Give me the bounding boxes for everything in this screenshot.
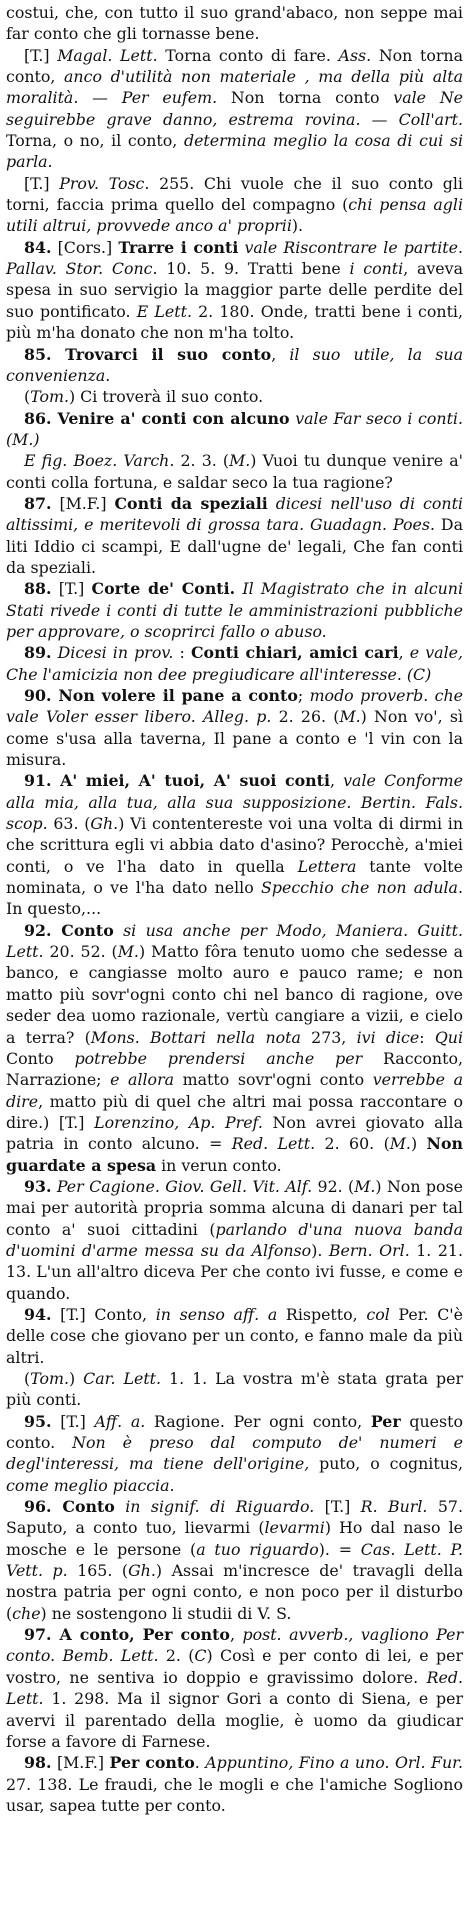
entry-text: puto, o cognitus, <box>309 1454 464 1474</box>
entry-headword: Per <box>370 1411 401 1431</box>
entry-text: [T.] <box>24 45 58 65</box>
entry-paragraph <box>6 685 463 770</box>
entry-headword: Corte de' Conti. <box>91 579 236 599</box>
entry-text: Rispetto, <box>277 1304 367 1324</box>
entry-text: in senso aff. a <box>155 1304 278 1324</box>
entry-paragraph <box>6 408 463 451</box>
entry-text: determina meglio la cosa di cui si parla. <box>6 131 464 172</box>
entry-text: a tuo riguardo <box>196 1539 319 1559</box>
entry-text <box>115 1497 125 1516</box>
entry-text: 2. 3. ( <box>174 451 230 471</box>
entry-text: Aff. a. <box>94 1411 146 1431</box>
entry-text: Gh. <box>128 1561 156 1581</box>
entry-text: Torna, o no, il conto, <box>6 131 184 151</box>
entry-text: M. <box>389 1134 411 1154</box>
entry-text: Non è preso dal computo de' numeri e degl'interessi, ma tiene dell'origine, <box>6 1433 463 1474</box>
entry-text: Appuntino, Fino a uno. Orl. Fur. <box>205 1753 463 1773</box>
entry-paragraph <box>6 173 463 237</box>
entry-text: , aveva spesa in suo servigio la maggior parte delle perdite del suo pontificato. <box>6 259 463 321</box>
entry-headword: Non guardate a spesa <box>6 1134 464 1175</box>
entry-text: , <box>398 643 410 663</box>
entry-text: 2. 180. Onde, tratti bene i conti, più m'ha donato che non m'ha tolto. <box>6 301 463 343</box>
entry-text <box>268 494 276 513</box>
entry-headword: Trovarci il suo conto <box>51 344 272 364</box>
entry-text: 20. 52. ( <box>43 942 118 962</box>
entry-text: Lorenzino, Ap. Pref. <box>94 1112 263 1132</box>
entry-text: Magal. Lett. <box>57 45 158 65</box>
entry-paragraph <box>6 493 463 578</box>
entry-text: ) Vi contentereste voi una volta di dirmi in che scrittura egli vi abbia dato d'asino? Perocchè, a'miei conti, o ve l'ha dato in quella <box>6 814 463 876</box>
entry-text: [T.] <box>51 579 92 599</box>
entry-text: modo proverb. che vale Voler esser libero. Alleg. p. <box>6 686 463 727</box>
entry-text: ivi dice <box>356 1027 420 1047</box>
entry-text: 1. 298. Ma il signor Gori a conto di Siena, e per avervi il parentado della moglie, è uomo da giudicar forse a favore di Farnese. <box>6 1689 463 1751</box>
entry-paragraph <box>6 1368 463 1411</box>
entry-text: ) Assai m'incresce de' travagli della nostra patria per ogni conto, e non poco per il disturbo ( <box>6 1561 463 1623</box>
entry-text: 255. Chi vuole che il suo conto gli torni, faccia prima quello del compagno ( <box>6 173 463 215</box>
entry-paragraph <box>6 237 463 344</box>
entry-headword: Non volere il pane a conto <box>51 686 298 705</box>
entry-text: R. Burl. <box>360 1497 428 1517</box>
entry-text: 92. ( <box>312 1176 355 1196</box>
entry-text: Red. Lett. <box>231 1134 316 1154</box>
entry-text: Per. C'è delle cose che giovano per un conto, e fanno male da più altri. <box>6 1304 463 1367</box>
entry-text: Tom. <box>30 387 69 407</box>
entry-text: [M.F.] <box>51 1753 110 1773</box>
entry-text: , <box>271 344 290 364</box>
entry-text: E fig. Boez. Varch. <box>24 451 175 471</box>
entry-text <box>114 921 123 940</box>
entry-text: vale Ne seguirebbe grave danno, estrema rovina. — Coll'art. <box>6 88 464 129</box>
entry-text: matto sovr'ogni conto <box>174 1070 373 1090</box>
entry-text: come meglio piaccia. <box>6 1475 175 1495</box>
entry-text: Non torna conto <box>217 88 394 108</box>
entry-number: 87. <box>24 493 52 513</box>
entry-text: ) Non vo', sì come s'usa alla taverna, Il pane a conto e 'l vin con la misura. <box>6 707 463 770</box>
entry-text: 27. 138. Le fraudi, che le mogli e che l'amiche Sogliono usar, sapea tutte per conto. <box>6 1774 463 1815</box>
entry-number: 88. <box>24 579 52 599</box>
entry-paragraph <box>6 344 463 387</box>
entry-text: 1. 21. 13. L'un all'altro diceva Per che conto ivi fusse, e come e quando. <box>6 1240 463 1303</box>
entry-text: ( <box>24 387 31 407</box>
entry-text: Non torna conto, <box>6 45 463 87</box>
entry-text: 2. 60. ( <box>315 1134 390 1154</box>
entry-text: Gh. <box>90 814 119 834</box>
entry-number: 85. <box>24 344 52 364</box>
entry-text: ) ne sostengono li studii di V. S. <box>40 1603 292 1623</box>
entry-text: M. <box>229 451 251 471</box>
entry-paragraph <box>6 1411 463 1496</box>
entry-headword: Venire a' conti con alcuno <box>51 408 290 428</box>
entry-text: Dicesi in prov. <box>57 643 174 663</box>
entry-text: [Cors.] <box>51 237 119 257</box>
entry-text: costui, che, con tutto il suo grand'abaco, non seppe mai far conto che gli tornasse bene. <box>6 3 463 44</box>
entry-number: 90. <box>24 686 52 705</box>
entry-text: Conto <box>6 1048 75 1068</box>
entry-text: Per Cagione. Giov. Gell. Vit. Alf. <box>56 1176 313 1196</box>
entry-headword: Per conto <box>109 1753 195 1773</box>
entry-text: Specchio che non adula <box>261 878 458 898</box>
entry-text: Torna conto di fare. <box>157 45 339 65</box>
entry-number: 92. <box>24 920 52 940</box>
entry-paragraph <box>6 450 463 493</box>
entry-headword: A' miei, A' tuoi, A' suoi conti <box>51 771 330 791</box>
entry-text: Prov. Tosc. <box>59 173 150 193</box>
entry-text: [T.] <box>24 173 60 193</box>
entry-text: Cas. Lett. P. Vett. p. <box>6 1539 463 1581</box>
entry-paragraph <box>6 1176 463 1304</box>
entry-text: ). <box>291 216 304 236</box>
entry-text: , <box>329 771 344 791</box>
entry-text: [T.] <box>314 1497 361 1517</box>
entry-text: 1. 1. La vostra m'è stata grata per più conti. <box>6 1369 463 1410</box>
entry-text: M. <box>117 942 139 962</box>
entry-text: C <box>194 1646 207 1666</box>
entry-headword: A conto, Per conto <box>51 1625 230 1645</box>
entry-text: parlando d'una nuova banda d'uomini d'arme messa su da Alfonso <box>6 1219 463 1260</box>
entry-paragraph <box>6 1496 463 1624</box>
entry-paragraph <box>6 770 463 919</box>
entry-text: 10. 5. 9. Tratti bene <box>157 259 350 279</box>
entry-text: che <box>12 1603 41 1623</box>
entry-number: 97. <box>24 1625 52 1645</box>
entry-text: Lettera <box>297 856 357 876</box>
entry-text: vale Far seco i conti. (M.) <box>6 408 463 449</box>
entry-text: ). = <box>318 1539 361 1559</box>
entry-text: 63. ( <box>47 814 91 834</box>
entry-text: potrebbe prendersi anche per <box>74 1048 363 1068</box>
entry-text: Mons. Bottari nella nota <box>90 1027 301 1047</box>
entry-text: , matto più di quel che altri mai possa raccontare o dire.) [T.] <box>6 1091 463 1132</box>
entry-paragraph <box>6 920 463 1176</box>
entry-text: M. <box>354 1176 376 1196</box>
entry-text: Car. Lett. <box>83 1369 162 1388</box>
entry-text: anco d'utilità non materiale , ma della più alta moralità. — Per eufem. <box>6 67 463 108</box>
entry-text: ) <box>69 1369 84 1388</box>
entry-text: Ass. <box>338 45 372 65</box>
entry-headword: Trarre i conti <box>118 237 239 257</box>
entry-text: , <box>229 1625 243 1645</box>
entry-number: 98. <box>24 1753 52 1773</box>
entry-text: 2. 26. ( <box>271 707 340 727</box>
entry-text: ) Ci troverà il suo conto. <box>69 387 264 407</box>
entry-text: E Lett. <box>136 301 192 321</box>
entry-text: col <box>366 1304 390 1324</box>
entry-text: . <box>194 1753 206 1773</box>
entry-paragraph <box>6 578 463 642</box>
entry-text: [T.] <box>51 1411 95 1431</box>
entry-text: Il Magistrato che in alcuni Stati rivede i conti di tutte le amministrazioni pubbliche per approvare, o scoprirci fallo o abuso. <box>6 579 463 641</box>
entry-text: Ragione. Per ogni conto, <box>145 1411 371 1431</box>
entry-text: ) Non pose mai per autorità propria somma alcuna di danari per tal conto a' suoi cittadini ( <box>6 1176 463 1239</box>
entry-headword: Conto <box>51 920 114 940</box>
entry-paragraph <box>6 1752 463 1816</box>
entry-text: ) Matto fôra tenuto uomo che sedesse a banco, e cangiasse molto auro e pauco rame; e non matto più sovr'ogni conto chi nel banco di ragione, ove seder dea uomo razionale, vertù cangiare a vizii, e cielo a terra? ( <box>6 942 463 1047</box>
entry-text: i conti <box>349 259 404 279</box>
entry-number: 94. <box>24 1304 52 1324</box>
entry-number: 89. <box>24 643 52 663</box>
entry-text: Da liti Iddio ci scampi, E dall'ugne de' legali, Che fan conti da speziali. <box>6 515 463 577</box>
entry-text: Bern. Orl. <box>328 1240 410 1260</box>
entry-text: chi pensa agli utili altrui, provvede anco a' proprii <box>6 195 463 236</box>
entry-text: tante volte nominata, o ve l'ha dato nello <box>6 856 463 898</box>
entry-text: [T.] Conto, <box>51 1304 156 1324</box>
entry-text: ) <box>410 1134 427 1154</box>
entry-text: ) Vuoi tu dunque venire a' conti colla fortuna, e saldar seco la tua ragione? <box>6 451 464 492</box>
entry-text: ) Così e per conto di lei, e per vostro, ne sentiva io doppio e gravissimo dolore. <box>6 1646 464 1687</box>
entry-text: in verun conto. <box>156 1155 282 1175</box>
entry-text: e vale, Che l'amicizia non dee pregiudicare all'interesse. (C) <box>6 643 463 684</box>
entry-number: 93. <box>24 1176 52 1196</box>
entry-text: ; <box>297 686 310 705</box>
entry-number: 96. <box>24 1497 52 1517</box>
entry-text: verrebbe a dire <box>6 1070 463 1111</box>
entry-number: 91. <box>24 771 52 791</box>
entry-paragraph <box>6 386 463 407</box>
entry-text: vale Riscontrare le partite. Pallav. Stor. Conc. <box>6 237 463 279</box>
entry-text: levarmi <box>264 1518 325 1538</box>
entry-headword: Conti da speziali <box>114 493 268 513</box>
entry-number: 95. <box>24 1411 52 1431</box>
entry-headword: Conto <box>51 1497 115 1517</box>
entry-text: [M.F.] <box>51 493 115 513</box>
entry-number: 84. <box>24 237 52 257</box>
entry-text: dicesi nell'uso di conti altissimi, e meritevoli di grossa tara. Guadagn. Poes. <box>6 493 463 535</box>
entry-paragraph <box>6 642 463 685</box>
entry-text: Racconto, Narrazione; <box>6 1048 463 1090</box>
entry-text: 165. ( <box>67 1561 129 1581</box>
entry-paragraph <box>6 2 463 45</box>
entry-text: il suo utile, la sua convenienza. <box>6 344 463 385</box>
entry-paragraph <box>6 45 463 173</box>
entry-text: 2. ( <box>158 1646 195 1666</box>
entry-text: : <box>419 1027 435 1047</box>
entry-text: questo conto. <box>6 1411 463 1453</box>
entry-text: Tom. <box>30 1369 69 1388</box>
entry-text: 57. Saputo, a conto tuo, lievarmi ( <box>6 1497 463 1538</box>
entry-text: . In questo,... <box>6 878 463 919</box>
entry-text: Qui <box>434 1027 464 1047</box>
entry-text: vale Conforme alla mia, alla tua, alla sua supposizione. Bertin. Fals. scop. <box>6 771 463 834</box>
entry-text: ) Ho dal naso le mosche e le persone ( <box>6 1518 463 1559</box>
entry-paragraph <box>6 1304 463 1368</box>
entry-paragraph <box>6 1624 463 1752</box>
entry-text: ( <box>24 1369 31 1388</box>
entry-text: 273, <box>300 1027 357 1047</box>
entry-text: Red. Lett. <box>6 1667 463 1709</box>
entry-text: in signif. di Riguardo. <box>125 1497 315 1517</box>
entry-text: e allora <box>110 1070 175 1090</box>
entry-text: M. <box>339 707 361 727</box>
entry-text: si usa anche per Modo, Maniera. Guitt. Lett. <box>6 920 463 962</box>
entry-number: 86. <box>24 408 52 428</box>
entry-text: Non avrei giovato alla patria in conto alcuno. = <box>6 1112 464 1154</box>
entry-text: ). <box>311 1240 329 1260</box>
entry-text: post. avverb., vagliono Per conto. Bemb. Lett. <box>6 1625 463 1666</box>
entry-text: : <box>173 643 191 663</box>
entry-headword: Conti chiari, amici cari <box>190 643 399 663</box>
